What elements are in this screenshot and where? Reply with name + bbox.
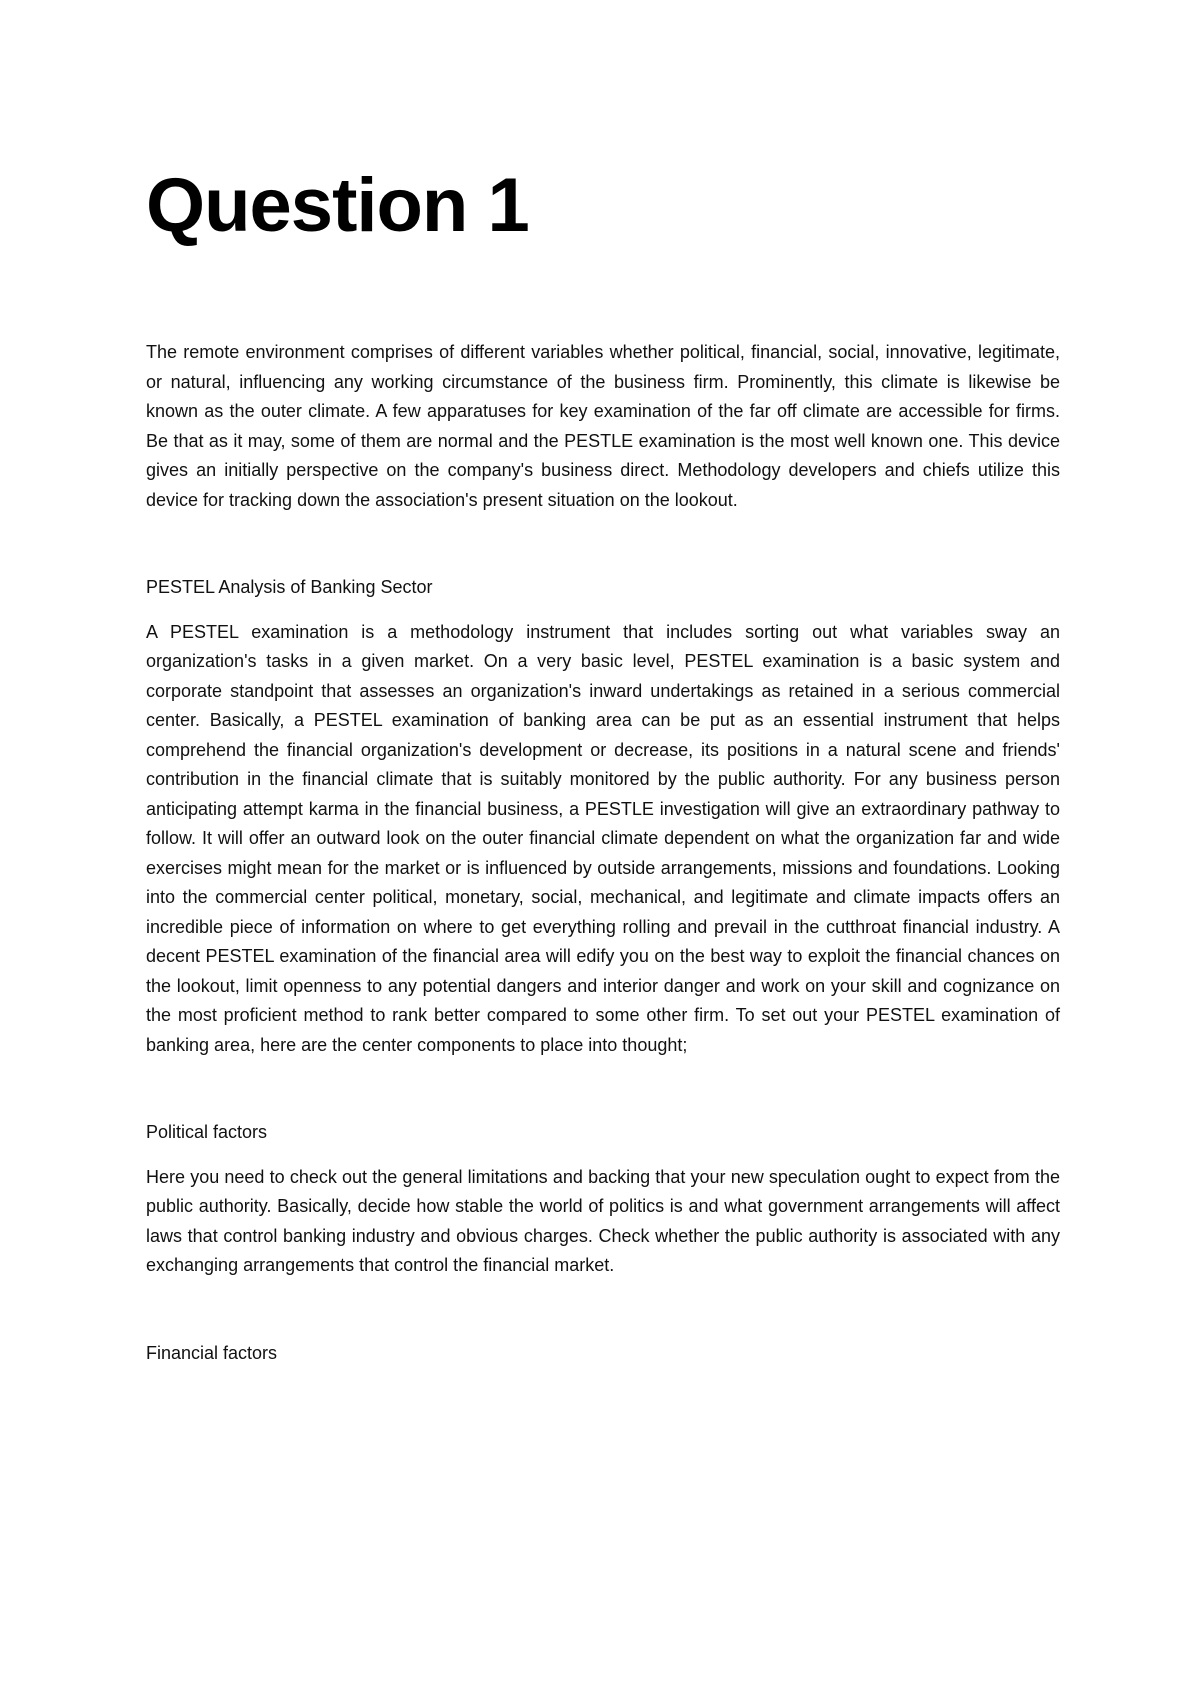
section-heading-pestel: PESTEL Analysis of Banking Sector — [146, 577, 433, 597]
section-body-political: Here you need to check out the general limitations and backing that your new speculation ought to expect from the public authority. Basically, decide how stable the world of politics is and what government arrangements will affect laws that control banking industry and obvious charges. Check whether the public authority is associated with any exchanging arrangements that control the financial market. — [146, 1166, 1060, 1275]
document-content — [146, 160, 1060, 1368]
section-heading-financial: Financial factors — [146, 1342, 278, 1363]
document-title: Question 1 — [146, 163, 529, 248]
intro-paragraph: The remote environment comprises of different variables whether political, financial, social, innovative, legitimate, or natural, influencing any working circumstance of the business firm. Prominently, this climate is likewise be known as the outer climate. A few apparatuses for key examination of the far off climate are accessible for firms. Be that as it may, some of them are normal and the PESTLE examination is the most well known one. This device gives an initially perspective on the company's business direct. Methodology developers and chiefs utilize this device for tracking down the association's present situation on the lookout. — [146, 342, 1060, 510]
section-body-pestel: A PESTEL examination is a methodology instrument that includes sorting out what variables sway an organization's tasks in a given market. On a very basic level, PESTEL examination is a basic system and corporate standpoint that assesses an organization's inward undertakings as retained in a serious commercial center. Basically, a PESTEL examination of banking area can be put as an essential instrument that helps comprehend the financial organization's development or decrease, its positions in a natural scene and friends' contribution in the financial climate that is suitably monitored by the public authority. For any business person anticipating attempt karma in the financial business, a PESTLE investigation will give an extraordinary pathway to follow. It will offer an outward look on the outer financial climate dependent on what the organization far and wide exercises might mean for the market or is influenced by outside arrangements, missions and foundations. Looking into the commercial center political, monetary, social, mechanical, and legitimate and climate impacts offers an incredible piece of information on where to get everything rolling and prevail in the cutthroat financial industry. A decent PESTEL examination of the financial area will edify you on the best way to exploit the financial chances on the lookout, limit openness to any potential dangers and interior danger and work on your skill and cognizance on the most proficient method to rank better compared to some other firm. To set out your PESTEL examination of banking area, here are the center components to place into thought; — [146, 621, 1060, 1055]
section-heading-political: Political factors — [146, 1122, 268, 1142]
